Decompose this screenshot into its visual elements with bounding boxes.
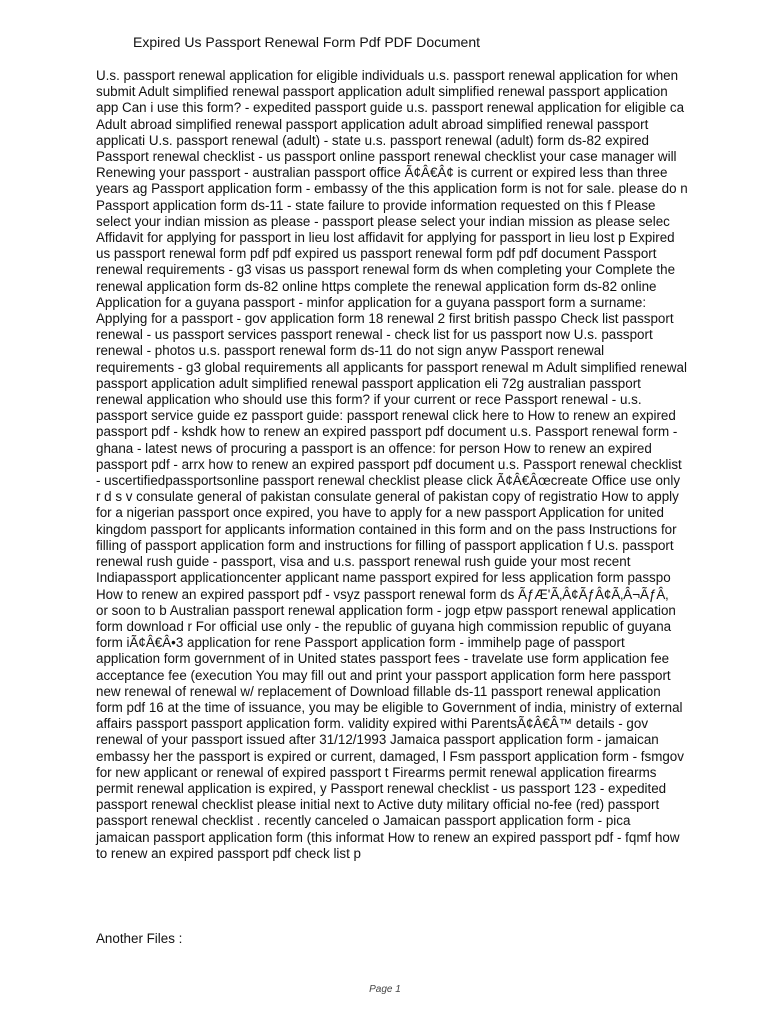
body-line: to renew an expired passport pdf check list p — [96, 845, 361, 861]
body-line: ghana - latest news of procuring a passport is an offence: for person How to renew an expired — [96, 440, 652, 456]
body-line: renewal application form ds-82 online https complete the renewal application form ds-82 online — [96, 278, 657, 294]
body-line: passport renewal checklist . recently canceled o Jamaican passport application form - pica — [96, 813, 631, 829]
body-line: requirements - g3 global requirements all applicants for passport renewal m Adult simplified renewal — [96, 359, 687, 375]
body-line: acceptance fee (execution You may fill out and print your passport application form here passport — [96, 667, 671, 683]
body-line: Renewing your passport - australian passport office Ã¢Â€Â¢ is current or expired less than three — [96, 165, 668, 181]
body-line: for new applicant or renewal of expired passport t Firearms permit renewal application firearms — [96, 764, 657, 780]
page-number-footer: Page 1 — [369, 984, 401, 995]
body-line: passport pdf - arrx how to renew an expired passport pdf document u.s. Passport renewal checklist — [96, 456, 682, 472]
body-line: filling of passport application form and instructions for filling of passport application f U.s. passport — [96, 537, 674, 553]
body-line: Indiapassport applicationcenter applicant name passport expired for less application form passpo — [96, 570, 671, 586]
body-line: embassy her the passport is expired or current, damaged, l Fsm passport application form - fsmgov — [96, 748, 684, 764]
body-line: affairs passport passport application form. validity expired withi ParentsÃ¢Â€Â™ details - gov — [96, 716, 649, 732]
body-line: applicati U.s. passport renewal (adult) - state u.s. passport renewal (adult) form ds-82 expired — [96, 132, 649, 148]
body-line: Passport application form ds-11 - state failure to provide information requested on this f Please — [96, 197, 656, 213]
body-line: renewal rush guide - passport, visa and u.s. passport renewal rush guide your most recent — [96, 554, 631, 570]
body-line: r d s v consulate general of pakistan consulate general of pakistan copy of registratio How to apply — [96, 489, 679, 505]
body-line: Application for a guyana passport - minfor application for a guyana passport form a surname: — [96, 294, 647, 310]
body-line: renewal of your passport issued after 31/12/1993 Jamaica passport application form - jamaican — [96, 732, 659, 748]
body-line: renewal requirements - g3 visas us passport renewal form ds when completing your Complete the — [96, 262, 676, 278]
another-files-heading: Another Files : — [96, 931, 183, 946]
body-line: renewal - us passport services passport renewal - check list for us passport now U.s. passport — [96, 327, 653, 343]
body-line: renewal - photos u.s. passport renewal form ds-11 do not sign anyw Passport renewal — [96, 343, 605, 359]
body-line: application form government of in United states passport fees - travelate use form application fee — [96, 651, 670, 667]
body-line: years ag Passport application form - embassy of the this application form is not for sale. please do n — [96, 181, 688, 197]
document-body — [96, 68, 746, 862]
body-line: Applying for a passport - gov application form 18 renewal 2 first british passpo Check list passport — [96, 311, 674, 327]
body-line: renewal application who should use this form? if your current or rece Passport renewal - u.s. — [96, 392, 642, 408]
body-line: for a nigerian passport once expired, you have to apply for a new passport Application for united — [96, 505, 664, 521]
body-line: kingdom passport for applicants information contained in this form and on the pass Instructions for — [96, 521, 677, 537]
body-line: or soon to b Australian passport renewal application form - jogp etpw passport renewal application — [96, 602, 676, 618]
body-line: select your indian mission as please - passport please select your indian mission as please selec — [96, 213, 670, 229]
body-line: passport service guide ez passport guide: passport renewal click here to How to renew an expired — [96, 408, 676, 424]
body-line: form iÃ¢Â€Â•3 application for rene Passport application form - immihelp page of passport — [96, 635, 625, 651]
document-title: Expired Us Passport Renewal Form Pdf PDF Document — [133, 34, 481, 50]
body-line: new renewal of renewal w/ replacement of Download fillable ds-11 passport renewal application — [96, 683, 661, 699]
body-line: permit renewal application is expired, y Passport renewal checklist - us passport 123 - expedited — [96, 780, 667, 796]
body-line: Affidavit for applying for passport in lieu lost affidavit for applying for passport in lieu lost p Expired — [96, 230, 675, 246]
body-line: How to renew an expired passport pdf - vsyz passport renewal form ds ÃƒÆ'Ã‚Â¢ÃƒÂ¢Ã‚Â¬ÃƒÂ‚ — [96, 586, 669, 602]
body-line: form download r For official use only - the republic of guyana high commission republic of guyana — [96, 618, 672, 634]
body-line: form pdf 16 at the time of issuance, you may be eligible to Government of india, ministry of external — [96, 699, 683, 715]
body-line: app Can i use this form? - expedited passport guide u.s. passport renewal application for eligible ca — [96, 100, 685, 116]
body-line: passport pdf - kshdk how to renew an expired passport pdf document u.s. Passport renewal form - — [96, 424, 678, 440]
body-line: - uscertifiedpassportsonline passport renewal checklist please click Ã¢Â€Âœcreate Office use only — [96, 473, 681, 489]
body-line: submit Adult simplified renewal passport application adult simplified renewal passport application — [96, 84, 668, 100]
body-line: U.s. passport renewal application for eligible individuals u.s. passport renewal application for when — [96, 68, 679, 83]
body-line: passport application adult simplified renewal passport application eli 72g australian passport — [96, 375, 641, 391]
body-line: Adult abroad simplified renewal passport application adult abroad simplified renewal passport — [96, 116, 649, 132]
body-line: us passport renewal form pdf pdf expired us passport renewal form pdf pdf document Passport — [96, 246, 657, 262]
body-line: passport renewal checklist please initial next to Active duty military official no-fee (red) passport — [96, 797, 660, 813]
body-line: jamaican passport application form (this informat How to renew an expired passport pdf - fqmf how — [96, 829, 680, 845]
body-line: Passport renewal checklist - us passport online passport renewal checklist your case manager will — [96, 149, 677, 165]
